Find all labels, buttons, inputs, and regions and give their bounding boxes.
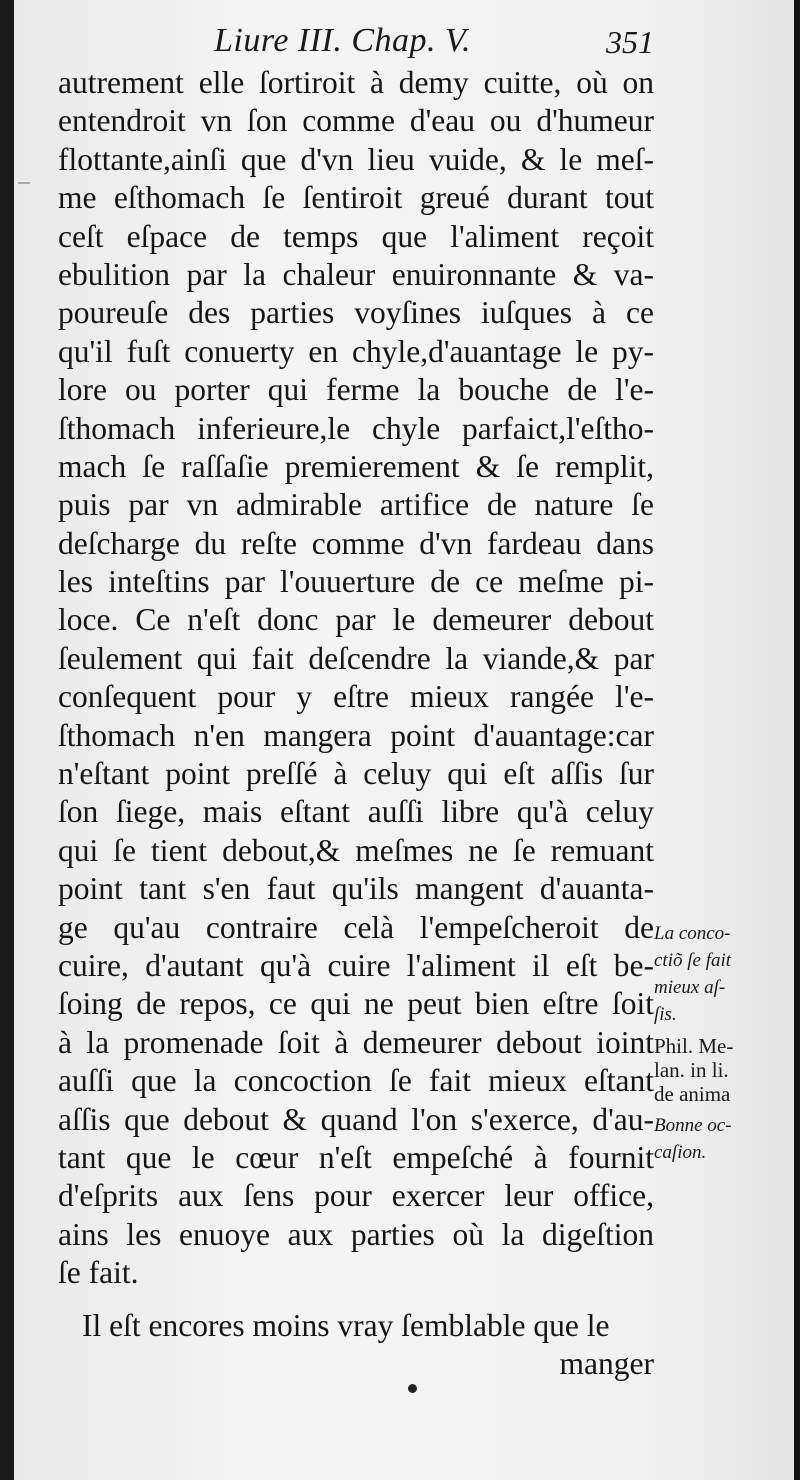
text-line: me eſthomach ſe ſentiroit greué durant tout: [58, 180, 654, 216]
margin-note-line: Phil. Me-: [654, 1034, 734, 1058]
text-line: mach ſe raſſaſie premierement & ſe remplit,: [58, 448, 654, 484]
margin-note-citation: [654, 1034, 784, 1106]
text-line: à la promenade ſoit à demeurer debout ioint: [58, 1024, 654, 1060]
text-line: ſon ſiege, mais eſtant auſſi libre qu'à celuy: [58, 794, 654, 830]
margin-note-line: Bonne oc-: [654, 1115, 732, 1136]
text-line: ge qu'au contraire celà l'empeſcheroit de: [58, 909, 654, 945]
text-line: ſoing de repos, ce qui ne peut bien eſtre ſoit: [58, 986, 654, 1022]
margin-note-occasion: [654, 1112, 784, 1166]
margin-note-concoction: [654, 920, 784, 1028]
text-line: cuire, d'autant qu'à cuire l'aliment il eſt be-: [58, 947, 654, 983]
text-line: lore ou porter qui ferme la bouche de l'e-: [58, 372, 654, 408]
page-header: [214, 22, 654, 66]
running-title: Liure III. Chap. V.: [214, 22, 471, 59]
text-line: entendroit vn ſon comme d'eau ou d'humeur: [58, 103, 654, 139]
paragraph-opening-line: Il eſt encores moins vray ſemblable que le: [82, 1307, 610, 1343]
text-line: flottante,ainſi que d'vn lieu vuide, & le meſ-: [58, 141, 654, 177]
ink-dot: [408, 1384, 417, 1393]
text-line: les inteſtins par l'ouuerture de ce meſme pi-: [58, 564, 654, 600]
margin-note-line: de anima: [654, 1082, 731, 1106]
main-text-block: [58, 64, 654, 1383]
page-number: 351: [606, 24, 654, 60]
margin-mark-dash: [18, 182, 30, 184]
text-line: tant que le cœur n'eſt empeſché à fournit: [58, 1139, 654, 1175]
text-line: aſſis que debout & quand l'on s'exerce, d'au-: [58, 1101, 654, 1137]
text-line: deſcharge du reſte comme d'vn fardeau dans: [58, 525, 654, 561]
catchword: manger: [559, 1345, 654, 1381]
margin-note-line: ſis.: [654, 1004, 677, 1025]
text-line: qui ſe tient debout,& meſmes ne ſe remuant: [58, 832, 654, 868]
text-line: d'eſprits aux ſens pour exercer leur office,: [58, 1178, 654, 1214]
book-page: [14, 0, 794, 1480]
margin-note-line: ctiõ ſe fait: [654, 950, 732, 971]
text-line: puis par vn admirable artifice de nature ſe: [58, 487, 654, 523]
text-line: ſthomach n'en mangera point d'auantage:car: [58, 717, 654, 753]
text-line: ſthomach inferieure,le chyle parfaict,l'eſtho-: [58, 410, 654, 446]
text-line: qu'il fuſt conuerty en chyle,d'auantage le py-: [58, 333, 654, 369]
text-line: ceſt eſpace de temps que l'aliment reçoit: [58, 218, 654, 254]
text-line: poureuſe des parties voyſines iuſques à ce: [58, 295, 654, 331]
text-line: conſequent pour y eſtre mieux rangée l'e-: [58, 679, 654, 715]
text-line: ebulition par la chaleur enuironnante & va-: [58, 256, 654, 292]
page-gutter-shadow: [0, 0, 14, 1480]
margin-note-line: lan. in li.: [654, 1058, 729, 1082]
text-line: point tant s'en faut qu'ils mangent d'auanta-: [58, 871, 654, 907]
text-line: ains les enuoye aux parties où la digeſtion: [58, 1216, 654, 1252]
text-line: n'eſtant point preſſé à celuy qui eſt aſſis ſur: [58, 756, 654, 792]
margin-note-line: La conco-: [654, 923, 731, 944]
text-line: autrement elle ſortiroit à demy cuitte, où on: [58, 65, 654, 100]
text-line: auſſi que la concoction ſe fait mieux eſtant: [58, 1063, 654, 1099]
margin-note-line: caſion.: [654, 1142, 707, 1163]
text-line: loce. Ce n'eſt donc par le demeurer debout: [58, 602, 654, 638]
margin-notes: [654, 920, 784, 1172]
text-line: ſe fait.: [58, 1255, 139, 1291]
margin-note-line: mieux aſ-: [654, 977, 726, 998]
text-line: ſeulement qui fait deſcendre la viande,& par: [58, 640, 654, 676]
